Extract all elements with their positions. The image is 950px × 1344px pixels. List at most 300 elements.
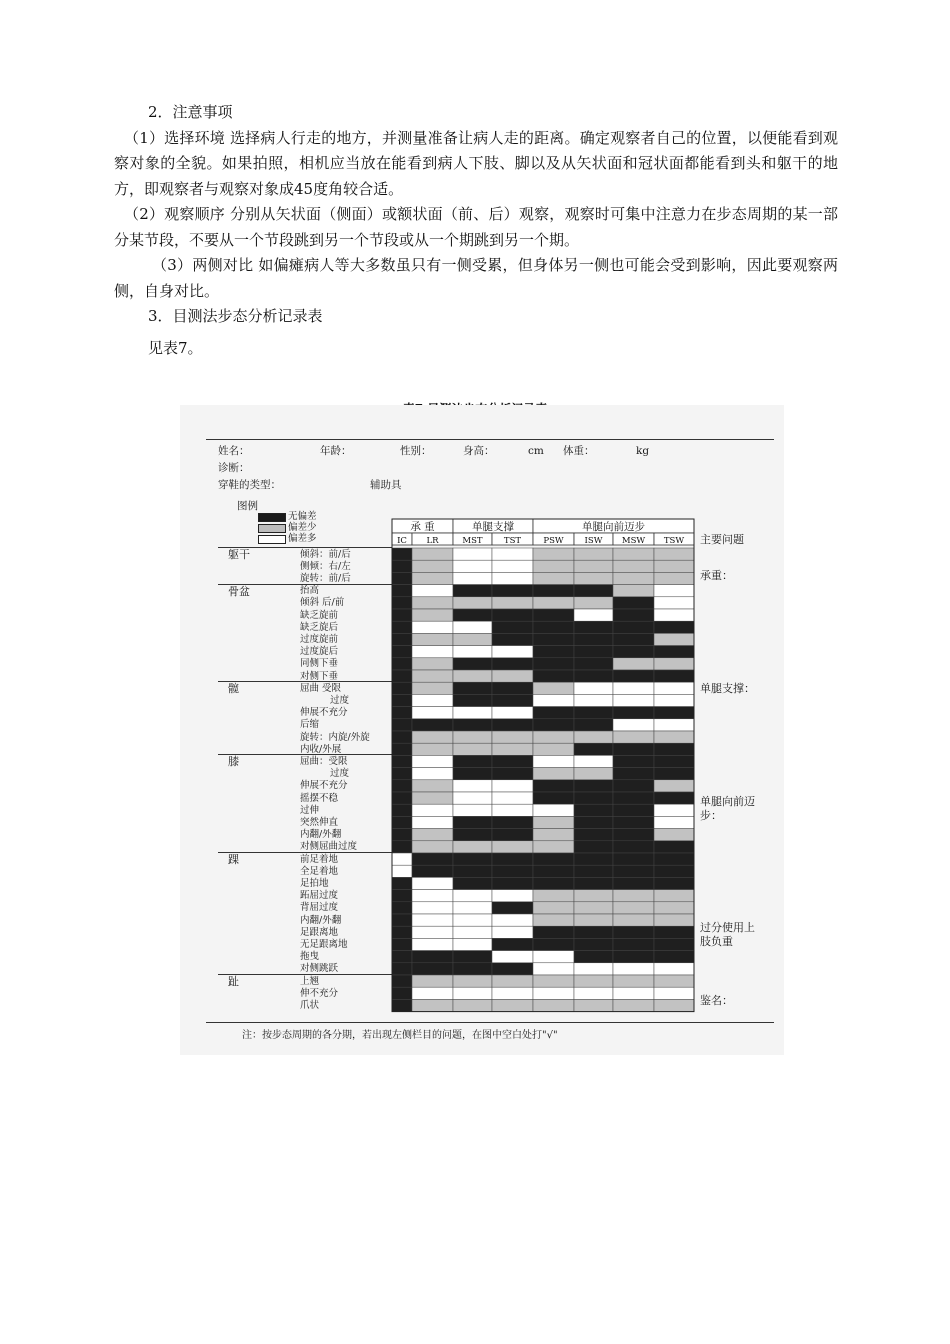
phase-cell-ISW [574, 853, 613, 865]
phase-cell-ISW [574, 560, 613, 572]
phase-cell-MSW [613, 999, 654, 1011]
phase-cell-TSW [654, 975, 694, 987]
phase-cell-PSW [533, 768, 574, 780]
phase-label: TST [503, 536, 522, 546]
phase-cell-MST [453, 999, 492, 1011]
phase-cell-LR [412, 951, 453, 963]
phase-cell-TST [492, 633, 533, 645]
aid-label: 辅助具 [370, 479, 402, 491]
phase-cell-LR [412, 646, 453, 658]
group-label: 单腿向前迈步 [582, 521, 645, 533]
phase-label: MST [462, 536, 483, 546]
phase-cell-MSW [613, 548, 654, 560]
phase-cell-TST [492, 951, 533, 963]
row-label: 跖屈过度 [300, 890, 339, 902]
phase-cell-TSW [654, 951, 694, 963]
row-label: 旋转：前/后 [300, 572, 351, 584]
phase-cell-PSW [533, 938, 574, 950]
height-unit: cm [528, 445, 544, 457]
phase-cell-LR [412, 926, 453, 938]
phase-cell-TST [492, 621, 533, 633]
phase-cell-MST [453, 975, 492, 987]
row-label: 屈曲：受限 [300, 755, 348, 767]
phase-cell-MST [453, 572, 492, 584]
phase-cell-TSW [654, 792, 694, 804]
shoe-label: 穿鞋的类型： [218, 479, 281, 491]
phase-cell-MST [453, 633, 492, 645]
phase-cell-TSW [654, 670, 694, 682]
phase-cell-MSW [613, 658, 654, 670]
phase-cell-MST [453, 658, 492, 670]
phase-cell-PSW [533, 585, 574, 597]
phase-cell-MSW [613, 621, 654, 633]
phase-cell-IC [392, 646, 412, 658]
phase-cell-LR [412, 707, 453, 719]
phase-cell-MST [453, 938, 492, 950]
phase-label: IC [397, 536, 407, 546]
row-label: 上翘 [300, 975, 320, 987]
phase-cell-LR [412, 755, 453, 767]
row-label: 过度 [330, 694, 350, 706]
phase-label: PSW [543, 536, 564, 546]
phase-cell-MSW [613, 585, 654, 597]
phase-cell-ISW [574, 719, 613, 731]
right-label-single-support: 单腿支撑： [700, 682, 755, 695]
phase-cell-PSW [533, 780, 574, 792]
row-label: 过度 [330, 768, 350, 780]
row-label: 无足跟离地 [300, 938, 348, 950]
phase-cell-ISW [574, 914, 613, 926]
phase-cell-TSW [654, 890, 694, 902]
paragraph-order: （2）观察顺序 分别从矢状面（侧面）或额状面（前、后）观察，观察时可集中注意力在步态周期的某一部分某节段，不要从一个节段跳到另一个节段或从一个期跳到另一个期。 [114, 205, 838, 249]
phase-cell-MSW [613, 829, 654, 841]
phase-cell-ISW [574, 572, 613, 584]
phase-cell-ISW [574, 999, 613, 1011]
phase-cell-TSW [654, 938, 694, 950]
row-label: 全足着地 [300, 865, 339, 877]
phase-cell-TST [492, 670, 533, 682]
phase-cell-TST [492, 902, 533, 914]
phase-cell-IC [392, 768, 412, 780]
phase-cell-IC [392, 804, 412, 816]
phase-cell-TST [492, 597, 533, 609]
phase-cell-TSW [654, 719, 694, 731]
phase-cell-LR [412, 914, 453, 926]
height-label: 身高： [463, 445, 495, 457]
phase-cell-LR [412, 682, 453, 694]
phase-label: LR [426, 536, 439, 546]
row-label: 倾斜：前/后 [300, 548, 351, 560]
see-table-text: 见表7。 [148, 338, 203, 357]
phase-cell-MST [453, 755, 492, 767]
phase-cell-MST [453, 548, 492, 560]
phase-cell-LR [412, 560, 453, 572]
phase-cell-ISW [574, 804, 613, 816]
phase-cell-TST [492, 609, 533, 621]
row-label: 内翻/外翻 [300, 914, 342, 926]
legend-label-minor: 偏差少 [288, 522, 317, 533]
phase-cell-IC [392, 792, 412, 804]
phase-cell-IC [392, 987, 412, 999]
phase-cell-IC [392, 658, 412, 670]
phase-cell-MSW [613, 890, 654, 902]
phase-cell-MSW [613, 865, 654, 877]
phase-cell-MST [453, 890, 492, 902]
phase-cell-TSW [654, 780, 694, 792]
group-label: 承 重 [410, 521, 435, 533]
section-heading-2: 2．注意事项 [148, 103, 233, 121]
phase-cell-IC [392, 975, 412, 987]
phase-cell-PSW [533, 877, 574, 889]
row-label: 过伸 [300, 804, 320, 816]
phase-cell-IC [392, 633, 412, 645]
phase-cell-LR [412, 572, 453, 584]
phase-cell-ISW [574, 597, 613, 609]
phase-cell-TST [492, 707, 533, 719]
phase-cell-MST [453, 719, 492, 731]
phase-cell-PSW [533, 560, 574, 572]
phase-cell-IC [392, 670, 412, 682]
phase-cell-MSW [613, 914, 654, 926]
phase-cell-LR [412, 633, 453, 645]
phase-cell-MST [453, 902, 492, 914]
phase-cell-IC [392, 682, 412, 694]
phase-cell-IC [392, 731, 412, 743]
row-label: 突然伸直 [300, 816, 339, 828]
phase-cell-IC [392, 914, 412, 926]
phase-cell-TST [492, 841, 533, 853]
phase-cell-IC [392, 951, 412, 963]
phase-cell-MST [453, 609, 492, 621]
phase-cell-MSW [613, 902, 654, 914]
group-label: 单腿支撑 [472, 521, 514, 533]
phase-cell-MSW [613, 768, 654, 780]
phase-label: TSW [663, 536, 685, 546]
phase-cell-TSW [654, 572, 694, 584]
phase-cell-ISW [574, 902, 613, 914]
row-label: 同侧下垂 [300, 658, 339, 670]
category-label: 趾 [228, 975, 239, 988]
phase-cell-PSW [533, 572, 574, 584]
phase-cell-TSW [654, 902, 694, 914]
phase-cell-ISW [574, 792, 613, 804]
phase-cell-MST [453, 621, 492, 633]
phase-cell-MST [453, 670, 492, 682]
phase-cell-TST [492, 694, 533, 706]
phase-cell-TST [492, 816, 533, 828]
phase-cell-TST [492, 560, 533, 572]
phase-cell-MST [453, 780, 492, 792]
phase-cell-ISW [574, 755, 613, 767]
row-label: 对侧屈曲过度 [300, 841, 358, 853]
phase-cell-TSW [654, 682, 694, 694]
phase-cell-MSW [613, 682, 654, 694]
phase-cell-ISW [574, 658, 613, 670]
phase-cell-TST [492, 999, 533, 1011]
phase-cell-IC [392, 902, 412, 914]
row-label: 摇摆不稳 [300, 792, 339, 804]
phase-cell-IC [392, 829, 412, 841]
phase-cell-MSW [613, 841, 654, 853]
phase-cell-IC [392, 780, 412, 792]
phase-cell-ISW [574, 585, 613, 597]
phase-cell-TST [492, 829, 533, 841]
phase-cell-LR [412, 597, 453, 609]
phase-cell-TST [492, 768, 533, 780]
row-label: 倾斜 后/前 [300, 597, 345, 609]
phase-cell-MSW [613, 963, 654, 975]
phase-cell-PSW [533, 633, 574, 645]
phase-cell-TST [492, 853, 533, 865]
phase-cell-LR [412, 804, 453, 816]
row-label: 对侧跳跃 [300, 963, 339, 975]
phase-cell-TSW [654, 768, 694, 780]
phase-cell-PSW [533, 914, 574, 926]
legend-label-none: 无偏差 [288, 511, 317, 522]
gait-record-table [180, 405, 784, 1055]
phase-cell-TST [492, 755, 533, 767]
phase-cell-ISW [574, 963, 613, 975]
category-label: 髋 [228, 682, 239, 696]
phase-cell-PSW [533, 987, 574, 999]
phase-cell-TST [492, 914, 533, 926]
phase-cell-TSW [654, 609, 694, 621]
phase-cell-PSW [533, 743, 574, 755]
phase-cell-LR [412, 792, 453, 804]
phase-cell-ISW [574, 975, 613, 987]
phase-cell-LR [412, 609, 453, 621]
phase-cell-IC [392, 621, 412, 633]
phase-cell-PSW [533, 682, 574, 694]
phase-cell-TSW [654, 548, 694, 560]
phase-cell-PSW [533, 548, 574, 560]
phase-cell-TSW [654, 841, 694, 853]
phase-cell-ISW [574, 743, 613, 755]
row-label: 背屈过度 [300, 902, 339, 914]
phase-cell-LR [412, 963, 453, 975]
phase-cell-PSW [533, 719, 574, 731]
phase-cell-TSW [654, 658, 694, 670]
phase-cell-IC [392, 938, 412, 950]
phase-cell-MSW [613, 926, 654, 938]
phase-cell-MSW [613, 938, 654, 950]
row-label: 过度旋前 [300, 633, 339, 645]
phase-cell-ISW [574, 926, 613, 938]
age-label: 年龄： [320, 445, 352, 457]
row-label: 伸展不充分 [300, 780, 348, 792]
row-label: 缺乏旋前 [300, 609, 339, 621]
phase-cell-MST [453, 926, 492, 938]
diagnosis-label: 诊断： [218, 462, 250, 474]
phase-cell-PSW [533, 829, 574, 841]
phase-cell-MST [453, 804, 492, 816]
phase-cell-TST [492, 780, 533, 792]
phase-cell-IC [392, 743, 412, 755]
phase-cell-PSW [533, 890, 574, 902]
phase-cell-TST [492, 926, 533, 938]
phase-cell-PSW [533, 804, 574, 816]
phase-cell-TST [492, 658, 533, 670]
row-label: 拖曳 [300, 951, 320, 963]
phase-cell-PSW [533, 670, 574, 682]
phase-cell-MSW [613, 816, 654, 828]
phase-cell-ISW [574, 890, 613, 902]
phase-cell-TST [492, 804, 533, 816]
phase-cell-MST [453, 646, 492, 658]
phase-cell-LR [412, 719, 453, 731]
category-label: 膝 [228, 755, 239, 769]
phase-cell-LR [412, 768, 453, 780]
paragraph-environment: （1）选择环境 选择病人行走的地方，并测量准备让病人走的距离。确定观察者自己的位置，以便能看到观察对象的全貌。如果拍照，相机应当放在能看到病人下肢、脚以及从矢状面和冠状面都能看到头和躯干的地方，即观察者与观察对象成45度角较合适。 [114, 128, 838, 198]
phase-cell-IC [392, 841, 412, 853]
phase-cell-TST [492, 646, 533, 658]
phase-cell-MST [453, 743, 492, 755]
legend-title: 图例 [237, 500, 258, 512]
phase-cell-PSW [533, 853, 574, 865]
phase-cell-ISW [574, 816, 613, 828]
sex-label: 性别： [400, 445, 432, 457]
phase-cell-PSW [533, 792, 574, 804]
phase-cell-MST [453, 768, 492, 780]
phase-cell-IC [392, 999, 412, 1011]
phase-cell-MSW [613, 670, 654, 682]
phase-cell-IC [392, 609, 412, 621]
phase-cell-MST [453, 914, 492, 926]
phase-cell-IC [392, 963, 412, 975]
row-label: 后缩 [300, 719, 320, 731]
phase-cell-TSW [654, 743, 694, 755]
phase-cell-MST [453, 865, 492, 877]
phase-cell-LR [412, 621, 453, 633]
phase-cell-MSW [613, 597, 654, 609]
phase-cell-IC [392, 926, 412, 938]
phase-cell-TST [492, 938, 533, 950]
phase-cell-MST [453, 792, 492, 804]
phase-cell-MST [453, 829, 492, 841]
phase-cell-MSW [613, 853, 654, 865]
phase-cell-PSW [533, 597, 574, 609]
phase-cell-TST [492, 865, 533, 877]
body-text [114, 100, 838, 361]
phase-cell-MSW [613, 633, 654, 645]
phase-cell-MSW [613, 987, 654, 999]
phase-cell-ISW [574, 621, 613, 633]
phase-cell-MST [453, 853, 492, 865]
phase-cell-ISW [574, 682, 613, 694]
row-label: 足跟离地 [300, 926, 339, 938]
phase-cell-PSW [533, 707, 574, 719]
phase-cell-TST [492, 585, 533, 597]
phase-cell-ISW [574, 694, 613, 706]
row-label: 内翻/外翻 [300, 829, 342, 841]
phase-cell-MST [453, 585, 492, 597]
phase-cell-MST [453, 816, 492, 828]
phase-cell-MSW [613, 780, 654, 792]
phase-cell-LR [412, 902, 453, 914]
phase-cell-MSW [613, 719, 654, 731]
phase-cell-ISW [574, 951, 613, 963]
phase-cell-TST [492, 963, 533, 975]
phase-cell-MSW [613, 792, 654, 804]
phase-cell-MST [453, 560, 492, 572]
phase-cell-LR [412, 694, 453, 706]
phase-cell-PSW [533, 816, 574, 828]
phase-cell-TSW [654, 914, 694, 926]
phase-cell-MSW [613, 975, 654, 987]
phase-cell-TSW [654, 707, 694, 719]
phase-cell-PSW [533, 621, 574, 633]
phase-cell-LR [412, 743, 453, 755]
phase-cell-ISW [574, 780, 613, 792]
phase-grid [180, 405, 784, 1055]
phase-cell-IC [392, 719, 412, 731]
phase-cell-MSW [613, 877, 654, 889]
right-label-swing: 单腿向前迈步： [700, 795, 755, 822]
phase-cell-TSW [654, 999, 694, 1011]
weight-unit: kg [636, 445, 650, 457]
phase-cell-MST [453, 682, 492, 694]
bottom-rule [206, 1022, 774, 1023]
phase-cell-MST [453, 987, 492, 999]
phase-cell-LR [412, 841, 453, 853]
phase-cell-ISW [574, 707, 613, 719]
phase-cell-TSW [654, 829, 694, 841]
phase-cell-PSW [533, 609, 574, 621]
phase-cell-MSW [613, 707, 654, 719]
phase-cell-MST [453, 951, 492, 963]
phase-cell-TST [492, 719, 533, 731]
phase-cell-PSW [533, 926, 574, 938]
row-label: 过度旋后 [300, 646, 339, 658]
phase-cell-TST [492, 572, 533, 584]
phase-cell-LR [412, 877, 453, 889]
phase-label: MSW [621, 536, 646, 546]
category-label: 踝 [228, 853, 239, 866]
phase-cell-IC [392, 853, 412, 865]
phase-label: ISW [584, 536, 603, 546]
row-label: 足拍地 [300, 877, 329, 889]
phase-cell-PSW [533, 963, 574, 975]
phase-cell-LR [412, 999, 453, 1011]
phase-cell-TST [492, 975, 533, 987]
phase-cell-TST [492, 877, 533, 889]
phase-cell-LR [412, 865, 453, 877]
phase-cell-ISW [574, 670, 613, 682]
phase-cell-MSW [613, 560, 654, 572]
phase-cell-ISW [574, 609, 613, 621]
phase-cell-LR [412, 731, 453, 743]
phase-cell-IC [392, 890, 412, 902]
phase-cell-MSW [613, 731, 654, 743]
phase-cell-LR [412, 585, 453, 597]
phase-cell-IC [392, 816, 412, 828]
phase-cell-IC [392, 755, 412, 767]
row-label: 伸展不充分 [300, 707, 348, 719]
phase-cell-TSW [654, 694, 694, 706]
phase-cell-MST [453, 841, 492, 853]
phase-cell-ISW [574, 829, 613, 841]
phase-cell-TST [492, 890, 533, 902]
phase-cell-MSW [613, 804, 654, 816]
phase-cell-TST [492, 548, 533, 560]
section-heading-3: 3．目测法步态分析记录表 [148, 307, 323, 325]
row-label: 内收/外展 [300, 743, 342, 755]
phase-cell-MSW [613, 951, 654, 963]
phase-cell-LR [412, 975, 453, 987]
phase-cell-MST [453, 877, 492, 889]
phase-cell-LR [412, 548, 453, 560]
phase-cell-MSW [613, 609, 654, 621]
